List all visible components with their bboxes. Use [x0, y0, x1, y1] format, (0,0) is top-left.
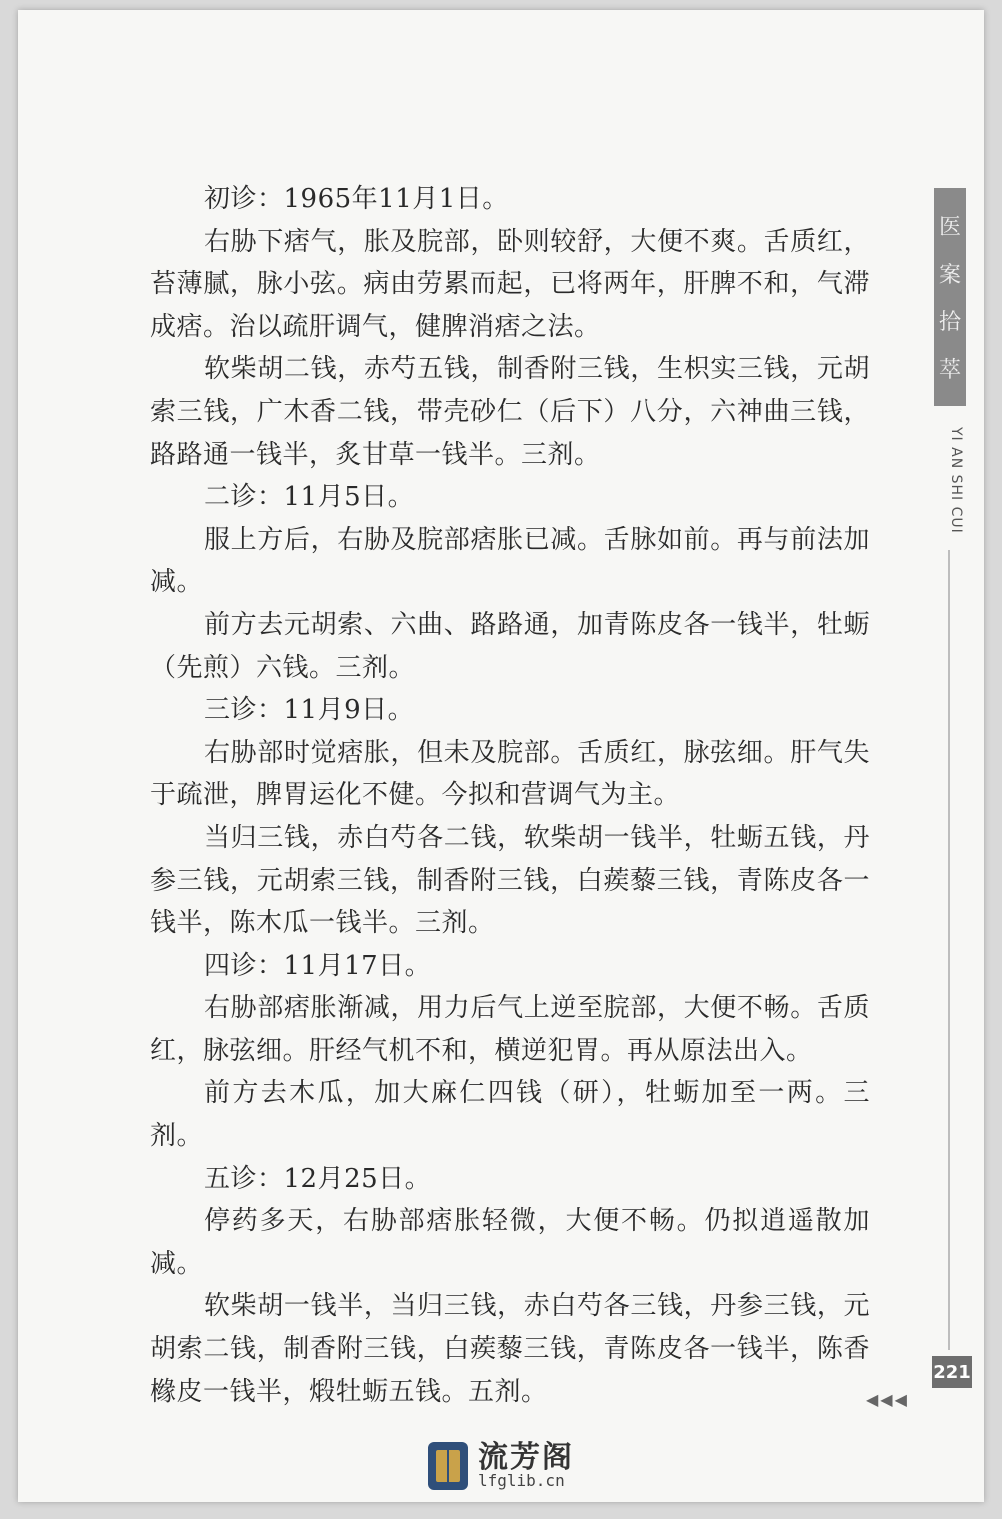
paragraph: 服上方后，右胁及脘部痞胀已减。舌脉如前。再与前法加减。: [150, 524, 870, 598]
watermark-url: lfglib.cn: [478, 1471, 565, 1491]
book-page: [18, 10, 984, 1502]
section-tab-char: 萃: [938, 357, 961, 383]
paragraph: 二诊：11月5日。: [204, 482, 415, 513]
book-icon: [428, 1442, 468, 1490]
section-tab-char: 医: [938, 215, 961, 241]
paragraph: 初诊：1965年11月1日。: [204, 184, 509, 214]
paragraph: 软柴胡二钱，赤芍五钱，制香附三钱，生枳实三钱，元胡索三钱，广木香二钱，带壳砂仁（后下）八分，六神曲三钱，路路通一钱半，炙甘草一钱半。三剂。: [150, 354, 870, 470]
paragraph: 四诊：11月17日。: [204, 950, 432, 981]
paragraph: 前方去元胡索、六曲、路路通，加青陈皮各一钱半，牡蛎（先煎）六钱。三剂。: [150, 609, 870, 683]
paragraph: 五诊：12月25日。: [204, 1163, 432, 1194]
body-text: [150, 178, 870, 1413]
watermark-logo: [428, 1436, 574, 1496]
section-pinyin: YI AN SHI CUI: [948, 426, 964, 534]
paragraph: 右胁部时觉痞胀，但未及脘部。舌质红，脉弦细。肝气失于疏泄，脾胃运化不健。今拟和营调气为主。: [150, 737, 870, 811]
paragraph: 右胁部痞胀渐减，用力后气上逆至脘部，大便不畅。舌质红，脉弦细。肝经气机不和，横逆犯胃。再从原法出入。: [150, 993, 870, 1066]
paragraph: 当归三钱，赤白芍各二钱，软柴胡一钱半，牡蛎五钱，丹参三钱，元胡索三钱，制香附三钱，白蒺藜三钱，青陈皮各一钱半，陈木瓜一钱半。三剂。: [150, 822, 870, 939]
watermark-text: [478, 1439, 574, 1491]
paragraph: 三诊：11月9日。: [204, 695, 415, 726]
section-tab-char: 拾: [938, 310, 961, 336]
paragraph: 前方去木瓜，加大麻仁四钱（研），牡蛎加至一两。三剂。: [150, 1078, 870, 1152]
section-tab: [934, 188, 966, 406]
paragraph: 右胁下痞气，胀及脘部，卧则较舒，大便不爽。舌质红，苔薄腻，脉小弦。病由劳累而起，已将两年，肝脾不和，气滞成痞。治以疏肝调气，健脾消痞之法。: [150, 226, 870, 342]
paragraph: 软柴胡一钱半，当归三钱，赤白芍各三钱，丹参三钱，元胡索二钱，制香附三钱，白蒺藜三钱，青陈皮各一钱半，陈香橼皮一钱半，煅牡蛎五钱。五剂。: [150, 1291, 870, 1407]
page-nav-arrows-icon: ◀◀◀: [866, 1390, 909, 1409]
paragraph: 停药多天，右胁部痞胀轻微，大便不畅。仍拟逍遥散加减。: [150, 1206, 870, 1279]
margin-divider: [948, 550, 950, 1350]
page-number: 221: [932, 1356, 972, 1388]
watermark-name: 流芳阁: [478, 1439, 574, 1475]
section-tab-char: 案: [938, 262, 961, 288]
